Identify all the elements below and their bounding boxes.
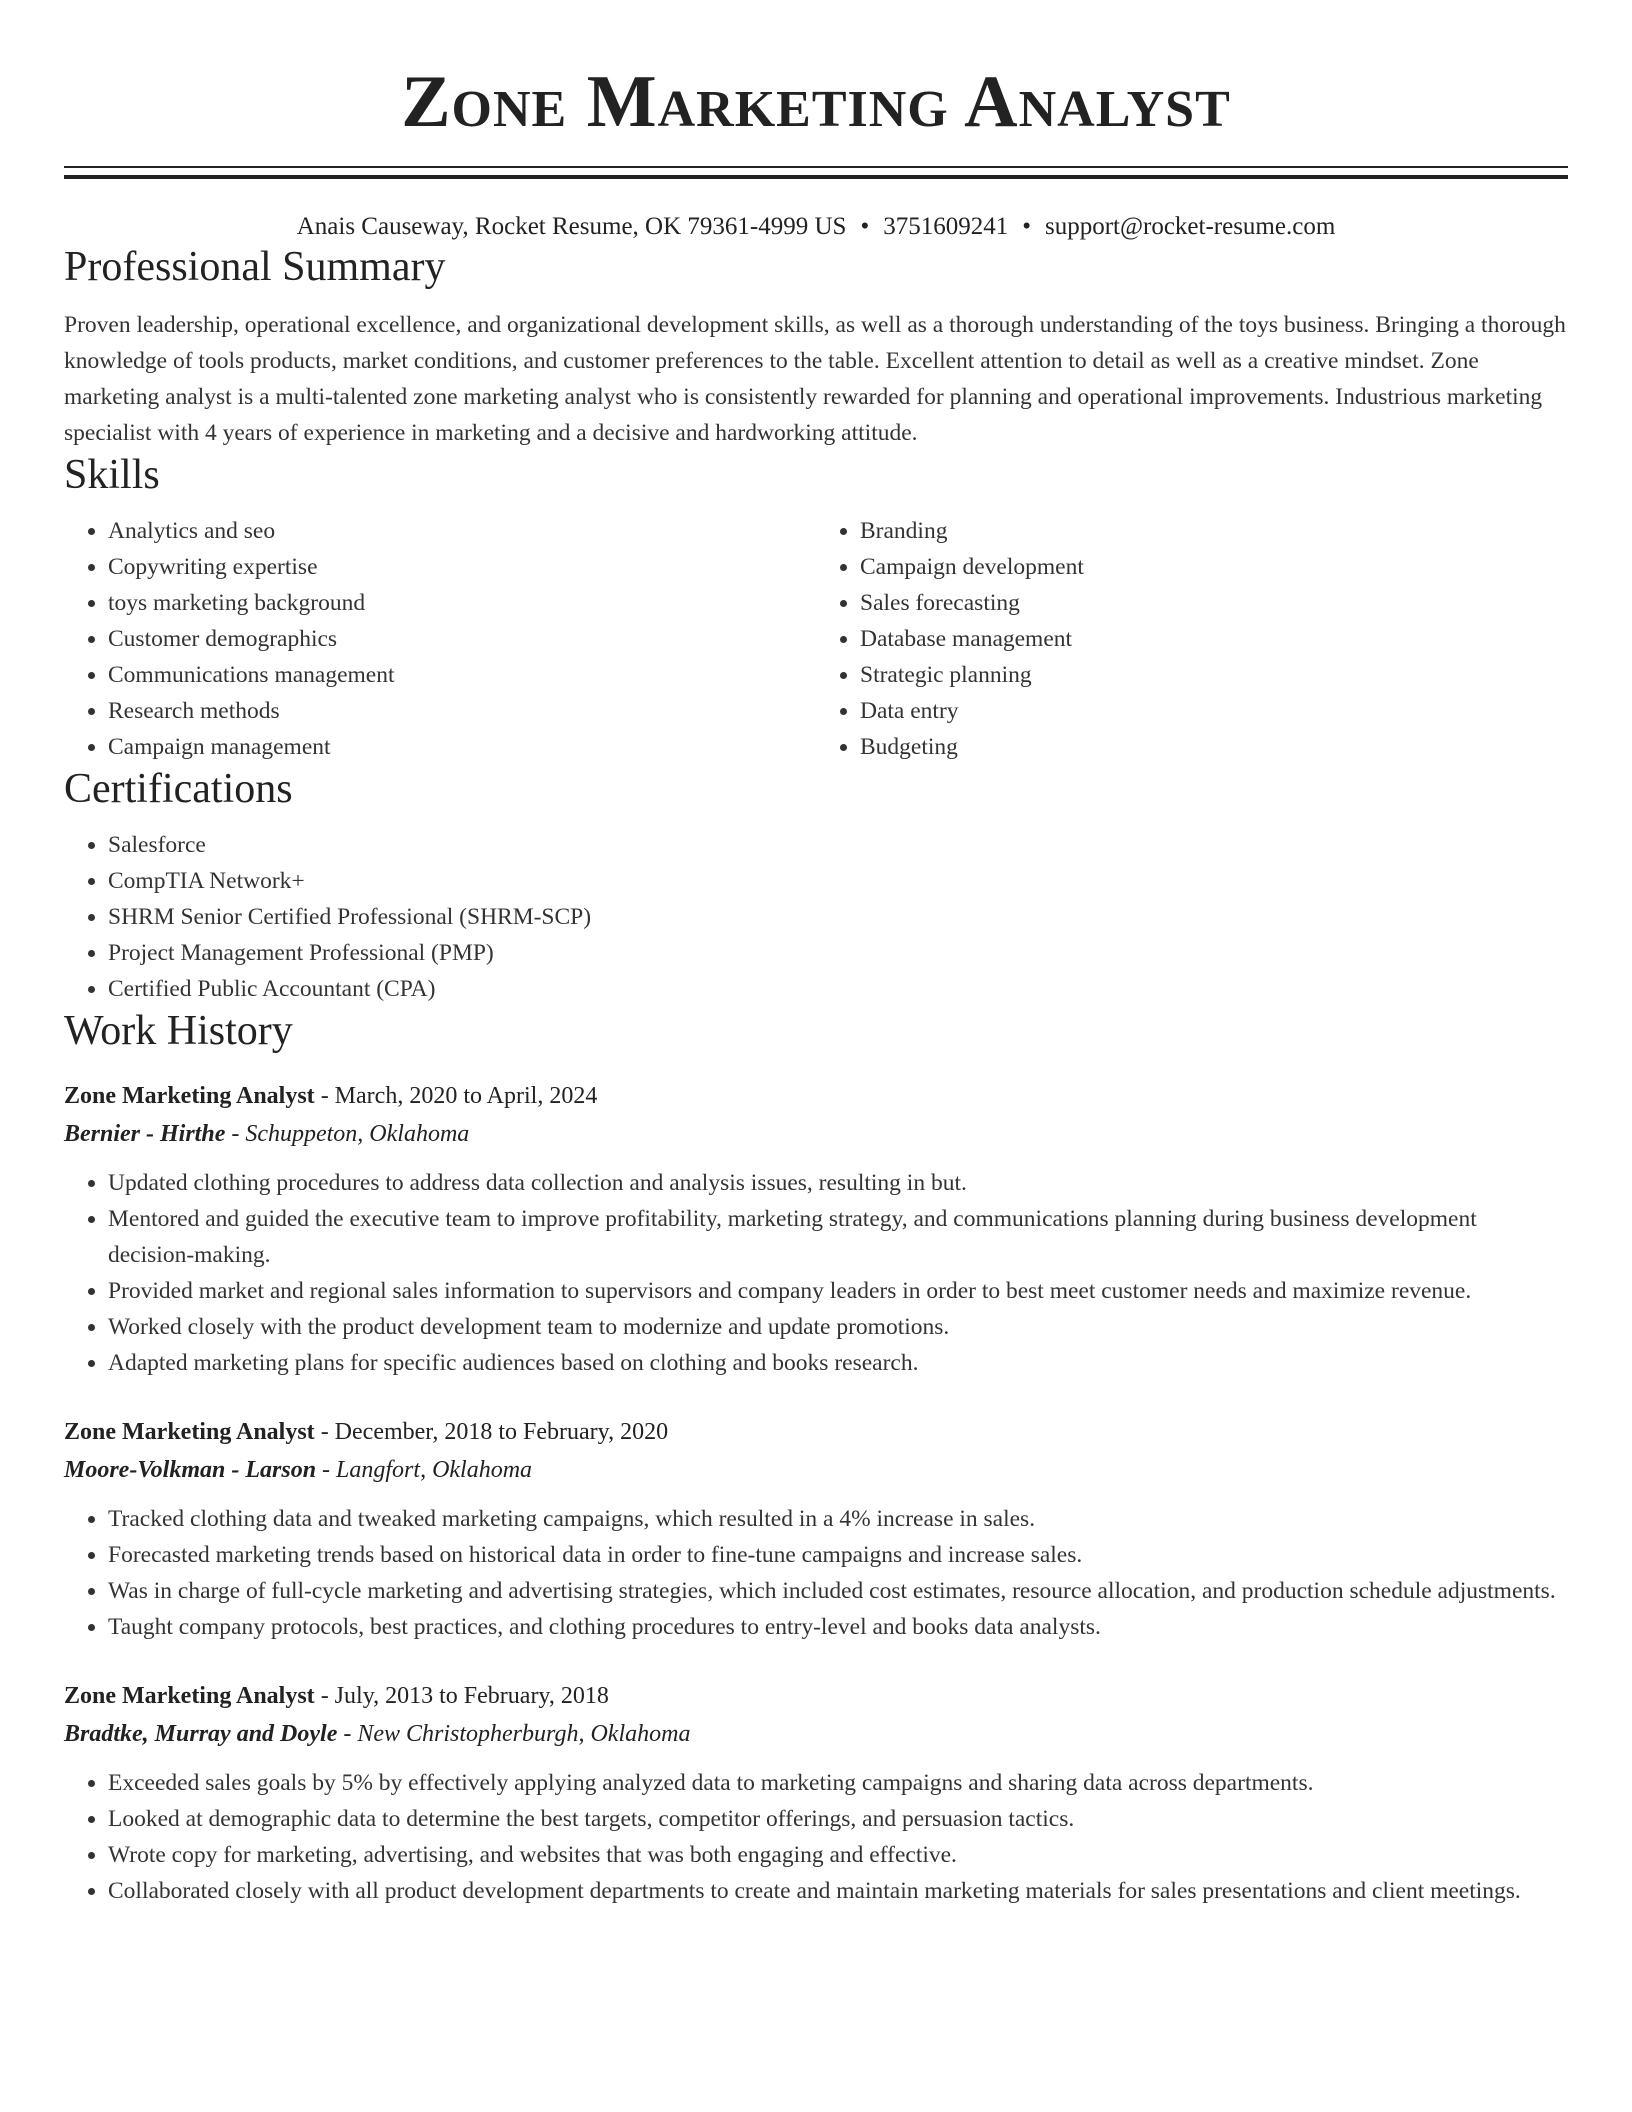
contact-separator: • (1022, 213, 1031, 240)
work-history-heading: Work History (64, 1008, 293, 1054)
job-dates: - March, 2020 to April, 2024 (314, 1083, 598, 1109)
job-bullet: • Taught company protocols, best practices, and clothing procedures to entry-level and books data analysts. (108, 1609, 1568, 1645)
skill-item: • Branding (860, 513, 1568, 549)
job-bullets (64, 1765, 1568, 1909)
job-bullet: • Wrote copy for marketing, advertising, and websites that was both engaging and effective. (108, 1837, 1568, 1873)
contact-line (64, 211, 1568, 243)
job-role: Zone Marketing Analyst (64, 1683, 315, 1709)
skill-item: • Campaign development (860, 549, 1568, 585)
job-bullet: • Forecasted marketing trends based on historical data in order to fine-tune campaigns and increase sales. (108, 1537, 1568, 1573)
certification-item: • SHRM Senior Certified Professional (SHRM-SCP) (108, 899, 1568, 935)
job-bullet: • Worked closely with the product development team to modernize and update promotions. (108, 1309, 1568, 1345)
skill-item: • Data entry (860, 693, 1568, 729)
skills-columns (64, 513, 1568, 765)
skill-item: • Campaign management (108, 729, 816, 765)
job-role: Zone Marketing Analyst (64, 1419, 315, 1445)
skill-item: • Copywriting expertise (108, 549, 816, 585)
job-bullet: • Looked at demographic data to determine the best targets, competitor offerings, and persuasion tactics. (108, 1801, 1568, 1837)
job-bullets (64, 1165, 1568, 1381)
skill-item: • Communications management (108, 657, 816, 693)
job-bullet: • Collaborated closely with all product development departments to create and maintain marketing materials for sales presentations and client meetings. (108, 1873, 1568, 1909)
job-location: - Langfort, Oklahoma (316, 1457, 533, 1483)
skill-item: • Customer demographics (108, 621, 816, 657)
contact-phone: 3751609241 (883, 213, 1009, 240)
job-company: Bernier - Hirthe (64, 1121, 226, 1147)
job-bullet: • Updated clothing procedures to address data collection and analysis issues, resulting in but. (108, 1165, 1568, 1201)
job-location: - New Christopherburgh, Oklahoma (337, 1721, 691, 1747)
skill-item: • Analytics and seo (108, 513, 816, 549)
job-company: Moore-Volkman - Larson (64, 1457, 317, 1483)
job-bullets (64, 1501, 1568, 1645)
job-title-line (64, 1413, 1568, 1451)
job-location: - Schuppeton, Oklahoma (225, 1121, 470, 1147)
skills-list-right (816, 513, 1568, 765)
job-dates: - July, 2013 to February, 2018 (314, 1683, 609, 1709)
skill-item: • Research methods (108, 693, 816, 729)
job-title-line (64, 1077, 1568, 1115)
skills-list-left (64, 513, 816, 765)
summary-text: Proven leadership, operational excellence, and organizational development skills, as well as a thorough understanding of the toys business. Bringing a thorough knowledge of tools products, market conditions, and customer preferences to the table. Excellent attention to detail as well as a creative mindset. Zone marketing analyst is a multi-talented zone marketing analyst who is consistently rewarded for planning and operational improvements. Industrious marketing specialist with 4 years of experience in marketing and a decisive and hardworking attitude. (64, 312, 1566, 446)
contact-address: Anais Causeway, Rocket Resume, OK 79361-4999 US (296, 213, 847, 240)
summary-heading: Professional Summary (64, 244, 446, 290)
resume-title: Zone Marketing Analyst (401, 61, 1231, 143)
job-entry (64, 1077, 1568, 1381)
resume-page (64, 0, 1568, 1909)
title-rule-thin (64, 166, 1568, 168)
certifications-heading: Certifications (64, 766, 293, 812)
job-title-line (64, 1677, 1568, 1715)
job-dates: - December, 2018 to February, 2020 (314, 1419, 669, 1445)
certification-item: • Project Management Professional (PMP) (108, 935, 1568, 971)
job-company-line (64, 1451, 1568, 1489)
certification-item: • Certified Public Accountant (CPA) (108, 971, 1568, 1007)
certification-item: • CompTIA Network+ (108, 863, 1568, 899)
job-entry (64, 1677, 1568, 1909)
skill-item: • Database management (860, 621, 1568, 657)
job-bullet: • Mentored and guided the executive team to improve profitability, marketing strategy, and communications planning during business development decision-making. (108, 1201, 1568, 1273)
job-company-line (64, 1115, 1568, 1153)
job-bullet: • Provided market and regional sales information to supervisors and company leaders in order to best meet customer needs and maximize revenue. (108, 1273, 1568, 1309)
skills-heading: Skills (64, 452, 160, 498)
contact-email: support@rocket-resume.com (1044, 213, 1336, 240)
title-rule-thick (64, 175, 1568, 179)
job-bullet: • Adapted marketing plans for specific audiences based on clothing and books research. (108, 1345, 1568, 1381)
skill-item: • Sales forecasting (860, 585, 1568, 621)
job-bullet: • Tracked clothing data and tweaked marketing campaigns, which resulted in a 4% increase in sales. (108, 1501, 1568, 1537)
job-role: Zone Marketing Analyst (64, 1083, 315, 1109)
skill-item: • Strategic planning (860, 657, 1568, 693)
job-bullet: • Exceeded sales goals by 5% by effectively applying analyzed data to marketing campaigns and sharing data across departments. (108, 1765, 1568, 1801)
job-company: Bradtke, Murray and Doyle (64, 1721, 338, 1747)
job-entry (64, 1413, 1568, 1645)
skill-item: • Budgeting (860, 729, 1568, 765)
job-company-line (64, 1715, 1568, 1753)
certifications-list (64, 827, 1568, 1007)
certification-item: • Salesforce (108, 827, 1568, 863)
contact-separator: • (860, 213, 870, 240)
job-bullet: • Was in charge of full-cycle marketing and advertising strategies, which included cost estimates, resource allocation, and production schedule adjustments. (108, 1573, 1568, 1609)
skill-item: • toys marketing background (108, 585, 816, 621)
